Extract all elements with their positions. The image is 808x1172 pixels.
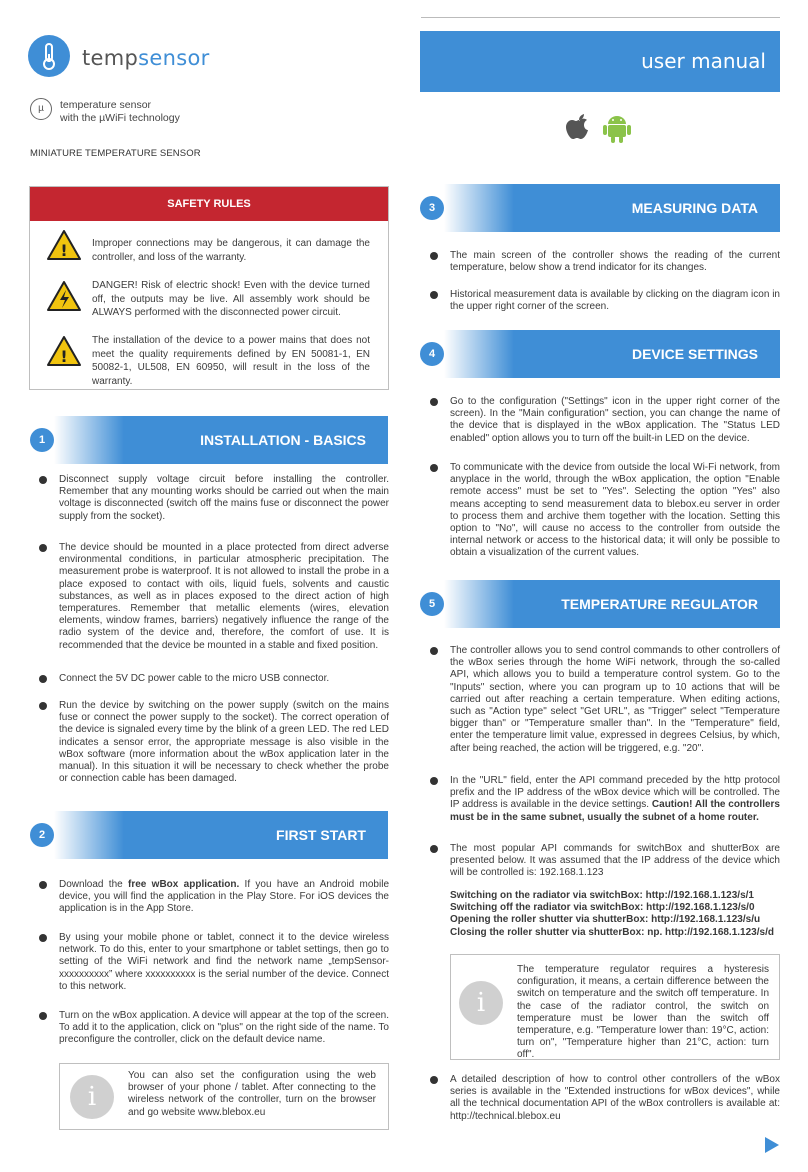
api-command: Switching on the radiator via switchBox: http://192.168.1.123/s/1 [450, 890, 754, 901]
section-4-header [420, 330, 780, 378]
list-item: A detailed description of how to control other controllers of the wBox series is available in the "Extended instructions for wBox devices", while all the technical documentation API of the wBox controllers is available at: http://technical.blebox.eu [450, 1074, 780, 1122]
safety-rule-2: DANGER! Risk of electric shock! Even with the device turned off, the outputs may be live. All assembly work should be ALWAYS performed with the disconnected power circuit. [92, 280, 370, 318]
api-command: Switching off the radiator via switchBox: http://192.168.1.123/s/0 [450, 902, 755, 914]
section-number: 4 [420, 342, 444, 366]
section-title: FIRST START [276, 827, 366, 843]
section-5-header [420, 580, 780, 628]
info-icon: i [70, 1075, 114, 1119]
section-title: DEVICE SETTINGS [631, 346, 758, 362]
info-note [450, 954, 780, 1060]
apple-icon [565, 112, 593, 144]
safety-rules-title: SAFETY RULES [30, 187, 388, 221]
list-item: In the "URL" field, enter the API command preceded by the http protocol prefix and the IP address of the wBox device which will be controlled. The IP address is available in the device settings. Caution! All the controllers must be in the same subnet, usually the subnet of a home router. [450, 775, 780, 823]
list-item: By using your mobile phone or tablet, connect it to the device wireless network. To do this, enter to your smartphone or tablet settings, then go to setting of the WiFi network and find the network name „tempSensor-xxxxxxxxxx” where xxxxxxxxxx is the serial number of the device. Connect to this network. [59, 932, 389, 992]
svg-text:!: ! [60, 241, 68, 260]
list-item: Historical measurement data is available by clicking on the diagram icon in the upper right corner of the screen. [450, 289, 780, 313]
svg-text:!: ! [60, 347, 68, 366]
info-note [59, 1063, 389, 1130]
list-item: Connect the 5V DC power cable to the micro USB connector. [59, 673, 389, 685]
api-command: Closing the roller shutter via shutterBox: np. http://192.168.1.123/s/d [450, 926, 774, 938]
section-title: INSTALLATION - BASICS [200, 432, 366, 448]
section-3-header [420, 184, 780, 232]
info-text: The temperature regulator requires a hysteresis configuration, it means, a certain difference between the switch on temperature and the switch off temperature. In the case of the radiator control, the switch on temperature must be lower than the switch off temperature, e.g. "Temperature lower than: 19°C, action: turn on", "Temperature higher than 21°C, action: turn off". [517, 964, 769, 1061]
section-1-header [30, 416, 388, 464]
safety-rules-box [29, 186, 389, 390]
api-command-list [450, 890, 790, 939]
top-divider [421, 17, 780, 18]
section-2-header [30, 811, 388, 859]
android-icon [603, 112, 631, 144]
list-item: The main screen of the controller shows the reading of the current temperature, below show a trend indicator for its changes. [450, 250, 780, 274]
list-item: To communicate with the device from outside the local Wi-Fi network, from anyplace in the world, through the wBox application, the option "Enable remote access" must be set to "Yes". Selecting the option "Yes" also means accepting to send measurement data to blebox.eu server in order to process them and archive them together with the location. Setting this option to "No", will cause no access to the controller from outside the internal network or access to the historical data; it will only be possible to obtain a visualization of the current values. [450, 462, 780, 559]
api-command: Opening the roller shutter via shutterBox: http://192.168.1.123/s/u [450, 914, 761, 926]
section-title: TEMPERATURE REGULATOR [561, 596, 758, 612]
tagline: temperature sensor with the µWiFi technology [60, 99, 180, 124]
info-text: You can also set the configuration using the web browser of your phone / tablet. After connecting to the wireless network of the controller, turn on the browser and go website www.blebox.eu [128, 1070, 376, 1118]
uwifi-icon: µ [30, 98, 52, 120]
list-item: The most popular API commands for switchBox and shutterBox are presented below. It was assumed that the IP address of the device which will be controlled is: 192.168.1.123 [450, 843, 780, 879]
list-item: Turn on the wBox application. A device will appear at the top of the screen. To add it to the application, click on "plus" on the right side of the name. To preconfigure the controller, click on the default device name. [59, 1010, 389, 1046]
list-item: Download the free wBox application. If you have an Android mobile device, you will find the application in the Play Store. For iOS devices the application is in the App Store. [59, 879, 389, 915]
brand-logo: tempsensor [82, 46, 210, 70]
electric-hazard-icon [46, 280, 82, 312]
product-category: MINIATURE TEMPERATURE SENSOR [30, 148, 201, 159]
list-item: Run the device by switching on the power supply (switch on the mains fuse or connect the power supply to the socket). The correct operation of the device is signaled every time by the blink of a green LED. The red LED indicates a sensor error, the appropriate message is also visible in the wBox software (more information about the wBox application later in the manual). In this situation it will be necessary to check whether the probe or connection cable has been damaged. [59, 700, 389, 785]
list-item: Disconnect supply voltage circuit before installing the controller. Remember that any mounting works should be carried out when the main voltage is disconnected (switch off the mains fuse or disconnect the power supply from the socket). [59, 474, 389, 522]
list-item: The controller allows you to send control commands to other controllers of the wBox series through the home WiFi network, through the so-called API, which allows you to build a temperature control system. Go to the "Inputs" section, where you can program up to 10 actions that will be carried out after reaching a certain temperature. When editing actions, such as "Action type" select "Get URL", as "Trigger" select "Temperature bigger than" or "Temperature smaller than". In the "Temperature" field, enter the temperature limit value, expressed in degrees Celsius, by which, after being reached, the action will be triggered, e.g. "20". [450, 645, 780, 754]
thermometer-logo-icon [28, 35, 70, 77]
section-number: 5 [420, 592, 444, 616]
section-number: 2 [30, 823, 54, 847]
section-title: MEASURING DATA [631, 200, 758, 216]
info-icon: i [459, 981, 503, 1025]
warning-icon [46, 335, 82, 367]
warning-icon [46, 229, 82, 261]
manual-title: user manual [420, 31, 780, 92]
platform-icons [565, 112, 631, 144]
section-number: 3 [420, 196, 444, 220]
safety-rule-1: Improper connections may be dangerous, it can damage the controller, and loss of the warranty. [92, 238, 370, 263]
safety-rule-3: The installation of the device to a power mains that does not meet the quality requirements defined by EN 50081-1, EN 50082-1, UL508, EN 60950, will result in the loss of the warranty. [92, 335, 370, 387]
section-number: 1 [30, 428, 54, 452]
list-item: Go to the configuration ("Settings" icon in the upper right corner of the screen). In the "Main configuration" section, you can change the name of the device that is displayed in the wBox application. The "Status LED enabled" option allows you to turn off the built-in LED on the device. [450, 396, 780, 444]
list-item: The device should be mounted in a place protected from direct adverse environmental conditions, in particular atmospheric precipitation. The measurement probe is waterproof. It is not allowed to install the probe in a place exposed to contact with oils, liquid fuels, solvents and caustic substances, as well as in places exposed to the direct action of high temperatures. Remember that metallic elements (wires, elevation elements, window frames, barriers) negatively influence the range of the radio system of the device and, therefore, the comfort of use. It is recommended that the device be mounted in a stable and fixed position. [59, 542, 389, 651]
next-page-arrow-icon[interactable] [764, 1136, 780, 1154]
